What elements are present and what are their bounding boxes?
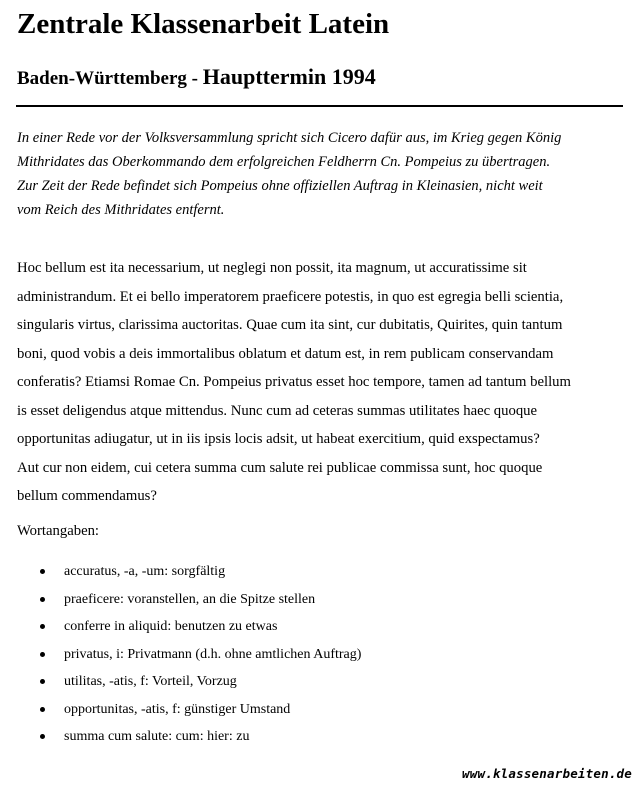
vocabulary-item-text: utilitas, -atis, f: Vorteil, Vorzug — [64, 674, 237, 689]
passage-line: Aut cur non eidem, cui cetera summa cum salute rei publicae commissa sunt, hoc quoque — [17, 459, 543, 476]
bullet-icon — [40, 597, 45, 602]
site-logo: www.klassenarbeiten.de — [462, 766, 632, 781]
bullet-icon — [40, 734, 45, 739]
passage-line: singularis virtus, clarissima auctoritas. Quae cum ita sint, cur dubitatis, Quirites, quin tantum — [17, 317, 563, 333]
passage-line: opportunitas adiugatur, ut in iis ipsis locis adsit, ut habeat exercitium, quid exspectamus? — [17, 431, 540, 447]
bullet-icon — [40, 707, 45, 712]
vocabulary-item-text: praeficere: voranstellen, an die Spitze stellen — [64, 591, 316, 607]
region-label: Baden-Württemberg - — [17, 68, 203, 89]
vocabulary-item — [0, 613, 361, 641]
bullet-icon — [40, 569, 45, 574]
intro-line: In einer Rede vor der Volksversammlung spricht sich Cicero dafür aus, im Krieg gegen König — [17, 130, 562, 146]
vocabulary-item-text: conferre in aliquid: benutzen zu etwas — [64, 619, 278, 634]
vocabulary-item — [0, 586, 361, 614]
passage-line: is esset deligendus atque mittendus. Nunc cum ad ceteras summas utilitates haec quoque — [17, 402, 538, 419]
passage-line: boni, quod vobis a deis immortalibus oblatum et datum est, in rem publicam conservandam — [17, 345, 554, 362]
intro-line: vom Reich des Mithridates entfernt. — [17, 202, 225, 218]
passage-line: Hoc bellum est ita necessarium, ut neglegi non possit, ita magnum, ut accuratissime sit — [17, 260, 527, 276]
vocabulary-item-text: summa cum salute: cum: hier: zu — [64, 729, 250, 744]
intro-paragraph — [17, 126, 622, 222]
vocabulary-item — [0, 696, 361, 724]
vocabulary-heading: Wortangaben: — [17, 523, 100, 539]
vocabulary-item — [0, 558, 361, 586]
bullet-icon — [40, 624, 45, 629]
latin-passage — [17, 254, 622, 511]
vocabulary-item — [0, 668, 361, 696]
vocabulary-item — [0, 723, 361, 751]
vocabulary-item-text: accuratus, -a, -um: sorgfältig — [64, 564, 226, 579]
vocabulary-item-text: privatus, i: Privatmann (d.h. ohne amtlichen Auftrag) — [64, 646, 362, 662]
page-title: Zentrale Klassenarbeit Latein — [17, 8, 390, 40]
bullet-icon — [40, 679, 45, 684]
vocabulary-list — [0, 558, 361, 751]
header-divider — [16, 105, 623, 107]
intro-line: Zur Zeit der Rede befindet sich Pompeius ohne offiziellen Auftrag in Kleinasien, nicht weit — [17, 178, 543, 194]
exam-term-label: Haupttermin 1994 — [202, 64, 376, 89]
vocabulary-item — [0, 641, 361, 669]
page-subtitle — [17, 64, 376, 91]
passage-line: administrandum. Et ei bello imperatorem praeficere potestis, in quo est egregia belli scientia, — [17, 288, 564, 305]
intro-line: Mithridates das Oberkommando dem erfolgreichen Feldherrn Cn. Pompeius zu übertragen. — [17, 154, 551, 170]
passage-line: conferatis? Etiamsi Romae Cn. Pompeius privatus esset hoc tempore, tamen ad tantum bellum — [17, 374, 571, 390]
vocabulary-item-text: opportunitas, -atis, f: günstiger Umstand — [64, 701, 291, 717]
passage-line: bellum commendamus? — [17, 488, 157, 504]
bullet-icon — [40, 652, 45, 657]
